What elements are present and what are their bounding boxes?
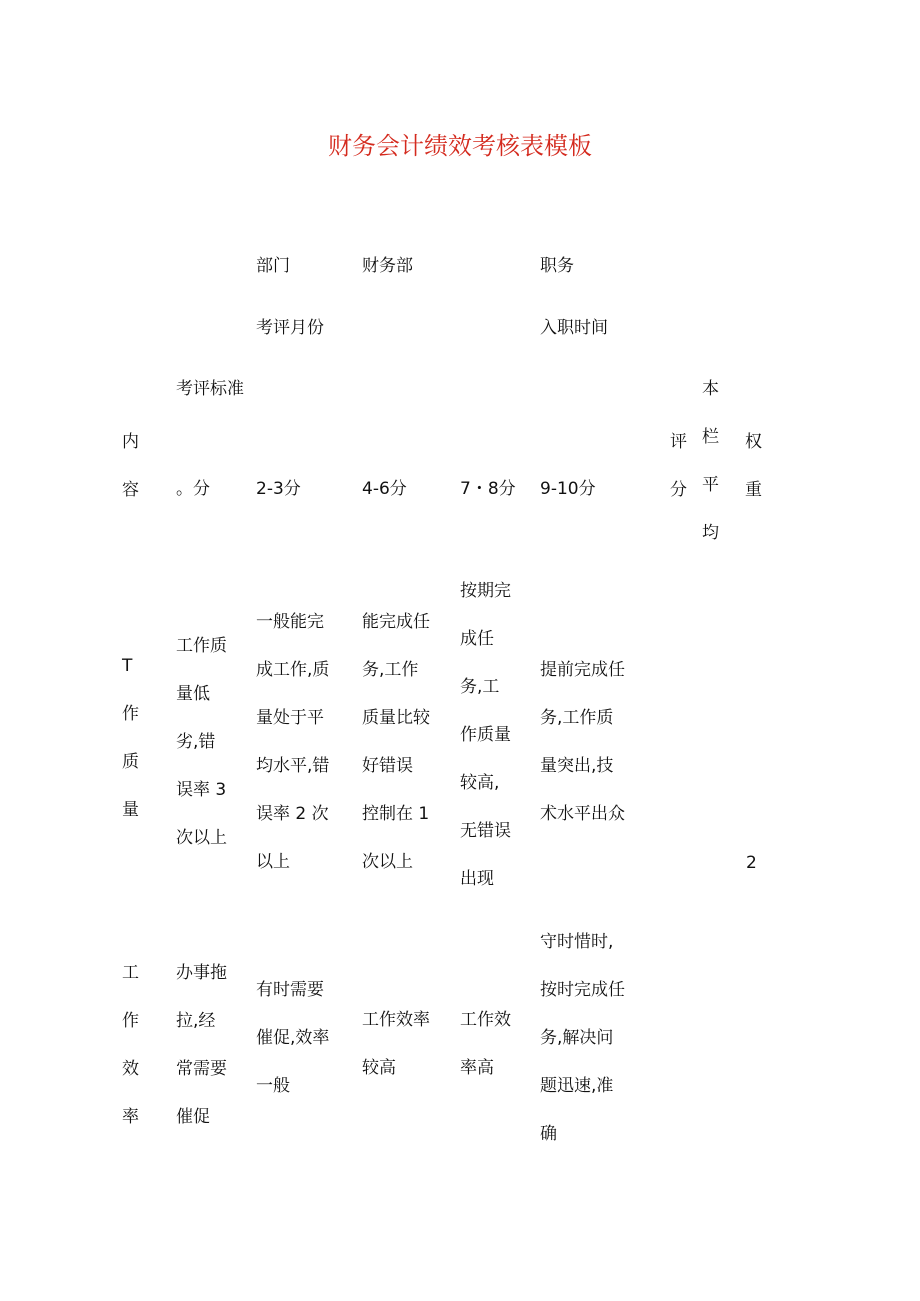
dept-value: 财务部 <box>362 256 413 276</box>
row-item-quality: T作质量 <box>122 656 139 820</box>
dept-label: 部门 <box>256 256 290 276</box>
quality-weight: 2 <box>746 853 757 873</box>
quality-cell-0: 工作质 量低 劣,错 误率 3 次以上 <box>176 636 227 848</box>
hire-date-label: 入职时间 <box>540 318 608 338</box>
score-level-1: 2-3分 <box>256 479 301 499</box>
score-level-2: 4-6分 <box>362 479 407 499</box>
quality-cell-4: 提前完成任 务,工作质 量突出,技 术水平出众 <box>540 660 625 824</box>
average-header: 本栏平均 <box>702 379 719 543</box>
quality-cell-3: 按期完 成任 务,工 作质量 较高, 无错误 出现 <box>460 581 511 889</box>
content-header: 内容 <box>122 432 139 500</box>
efficiency-cell-3: 工作效 率高 <box>460 1010 511 1078</box>
standard-label: 考评标准 <box>176 379 244 399</box>
efficiency-cell-0: 办事拖 拉,经 常需要 催促 <box>176 963 227 1127</box>
month-label: 考评月份 <box>256 318 324 338</box>
score-header: 评分 <box>670 432 687 500</box>
weight-header: 权重 <box>745 432 762 500</box>
quality-cell-2: 能完成任 务,工作 质量比较 好错误 控制在 1 次以上 <box>362 612 430 872</box>
score-level-0: 。分 <box>176 479 210 499</box>
score-level-3: 7・8分 <box>460 479 516 499</box>
page-title: 财务会计绩效考核表模板 <box>328 132 592 160</box>
row-item-efficiency: 工作效率 <box>122 963 139 1127</box>
efficiency-cell-4: 守时惜时, 按时完成任 务,解决问 题迅速,准 确 <box>540 932 625 1144</box>
efficiency-cell-1: 有时需要 催促,效率 一般 <box>256 980 330 1096</box>
score-level-4: 9-10分 <box>540 479 596 499</box>
efficiency-cell-2: 工作效率 较高 <box>362 1010 430 1078</box>
position-label: 职务 <box>540 256 574 276</box>
quality-cell-1: 一般能完 成工作,质 量处于平 均水平,错 误率 2 次 以上 <box>256 612 330 872</box>
